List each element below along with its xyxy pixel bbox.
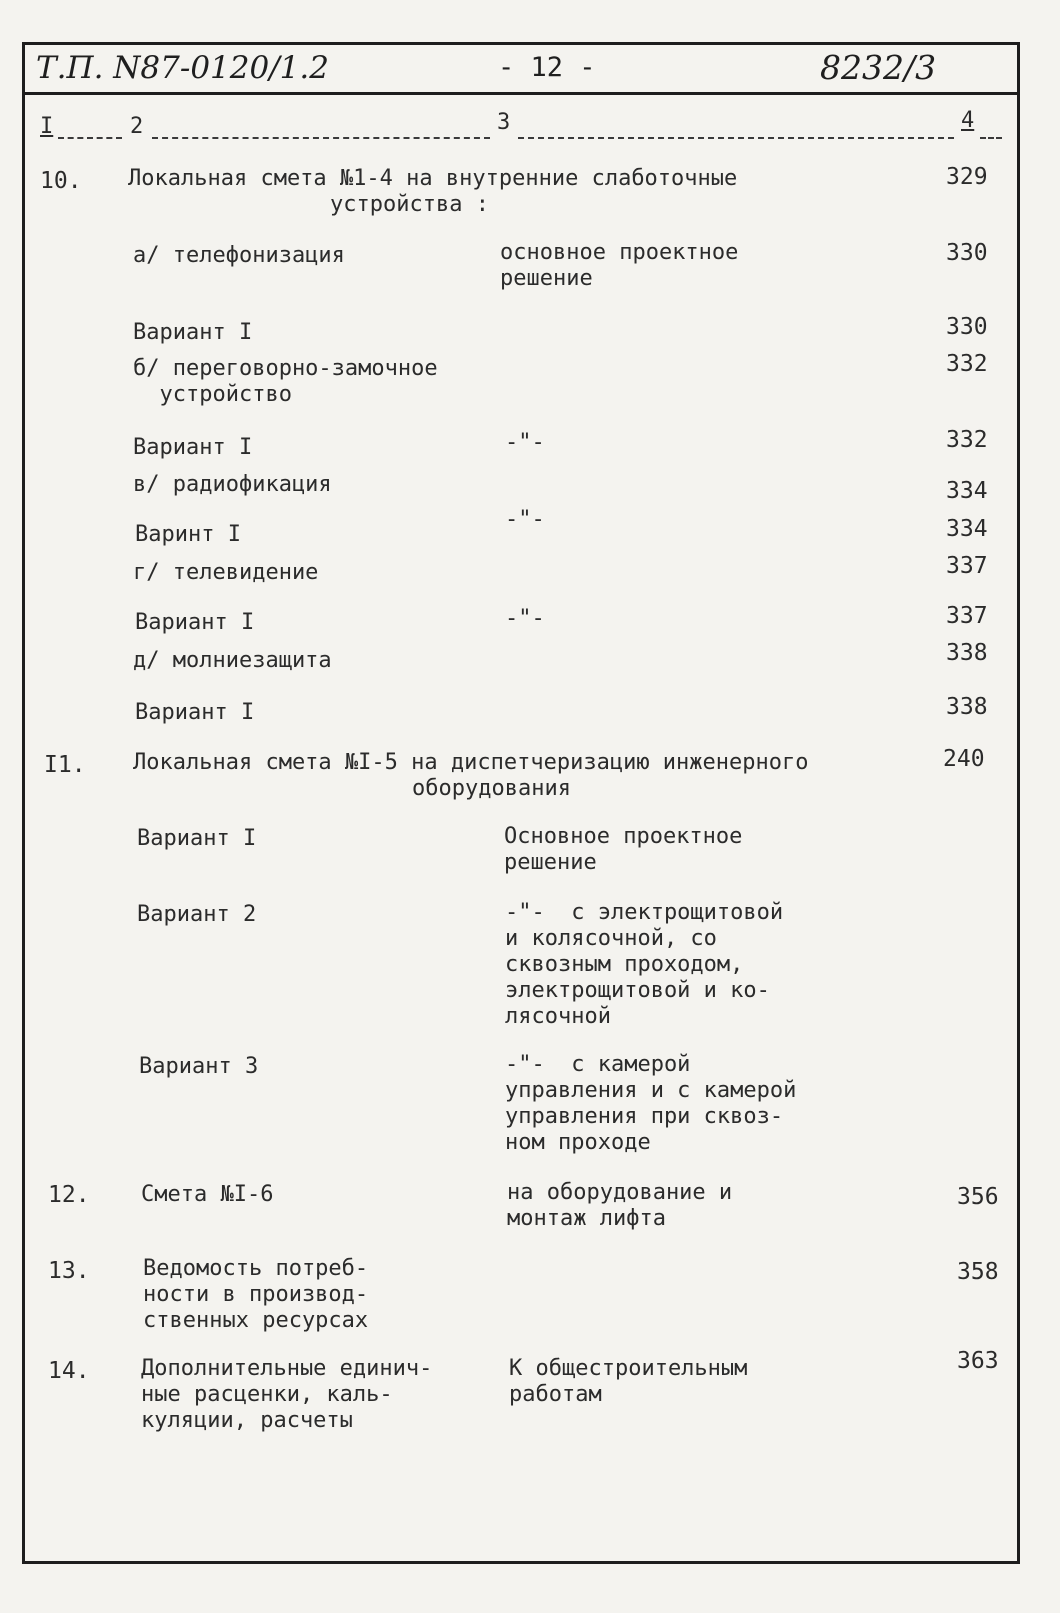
item-page: 356 <box>957 1184 999 1210</box>
subitem-page: 332 <box>946 351 988 377</box>
doc-code: Т.П. N87-0120/1.2 <box>36 50 329 86</box>
variant-label: Вариант I <box>137 826 257 851</box>
item-note: К общестроительным работам <box>509 1356 748 1407</box>
subitem-title: а/ телефонизация <box>133 243 345 268</box>
subitem-note: основное проектное решение <box>500 240 739 291</box>
column-3-label: 3 <box>497 110 511 135</box>
archive-number: 8232/3 <box>820 48 937 87</box>
column-1-label: I <box>40 114 54 139</box>
variant-note: -"- с камерой управления и с камерой управления при сквоз- ном проходе <box>505 1052 797 1155</box>
header-divider <box>22 92 1020 95</box>
column-divider <box>518 137 954 139</box>
variant-label: Вариант 3 <box>139 1054 259 1079</box>
item-page: 240 <box>943 746 985 772</box>
item-title: Смета №I-6 <box>141 1182 274 1207</box>
subitem-title: г/ телевидение <box>133 560 319 585</box>
subitem-page: 337 <box>946 553 988 579</box>
subitem-page: 334 <box>946 478 988 504</box>
subitem-title: д/ молниезащита <box>133 648 332 673</box>
item-page: 329 <box>946 164 988 190</box>
item-title: Дополнительные единич- ные расценки, каль- куляции, расчеты <box>141 1356 433 1433</box>
variant-note: -"- <box>505 606 545 631</box>
item-page: 363 <box>957 1348 999 1374</box>
item-title: Локальная смета №I-5 на диспетчеризацию инженерного <box>133 750 809 775</box>
item-title-continued: оборудования <box>412 776 571 801</box>
variant-note: Основное проектное решение <box>504 824 743 875</box>
item-title: Локальная смета №1-4 на внутренние слаботочные <box>128 166 738 191</box>
variant-label: Варинт I <box>135 522 241 547</box>
variant-label: Вариант I <box>133 435 253 460</box>
subitem-page: 330 <box>946 240 988 266</box>
subitem-title: в/ радиофикация <box>133 472 332 497</box>
item-page: 358 <box>957 1259 999 1285</box>
variant-note: -"- <box>505 430 545 455</box>
variant-page: 338 <box>946 694 988 720</box>
variant-page: 334 <box>946 516 988 542</box>
page-number: - 12 - <box>498 52 596 83</box>
column-divider <box>58 137 122 139</box>
variant-page: 332 <box>946 427 988 453</box>
variant-page: 337 <box>946 603 988 629</box>
item-title: Ведомость потреб- ности в производ- ственных ресурсах <box>143 1256 369 1333</box>
item-note: на оборудование и монтаж лифта <box>507 1180 733 1231</box>
variant-label: Вариант 2 <box>137 902 257 927</box>
variant-page: 330 <box>946 314 988 340</box>
item-number: I1. <box>44 752 86 778</box>
variant-label: Вариант I <box>135 610 255 635</box>
item-number: 14. <box>48 1358 90 1384</box>
column-2-label: 2 <box>130 114 144 139</box>
variant-label: Вариант I <box>133 320 253 345</box>
variant-note: -"- <box>505 507 545 532</box>
column-divider <box>152 137 490 139</box>
item-number: 13. <box>48 1258 90 1284</box>
variant-note: -"- с электрощитовой и колясочной, со сквозным проходом, электрощитовой и ко- лясочной <box>505 900 784 1029</box>
item-number: 10. <box>40 168 82 194</box>
subitem-title: б/ переговорно-замочное устройство <box>133 356 438 407</box>
item-number: 12. <box>48 1182 90 1208</box>
subitem-page: 338 <box>946 640 988 666</box>
item-title-continued: устройства : <box>330 192 489 217</box>
variant-label: Вариант I <box>135 700 255 725</box>
column-4-label: 4 <box>961 108 975 133</box>
column-divider <box>980 137 1002 139</box>
